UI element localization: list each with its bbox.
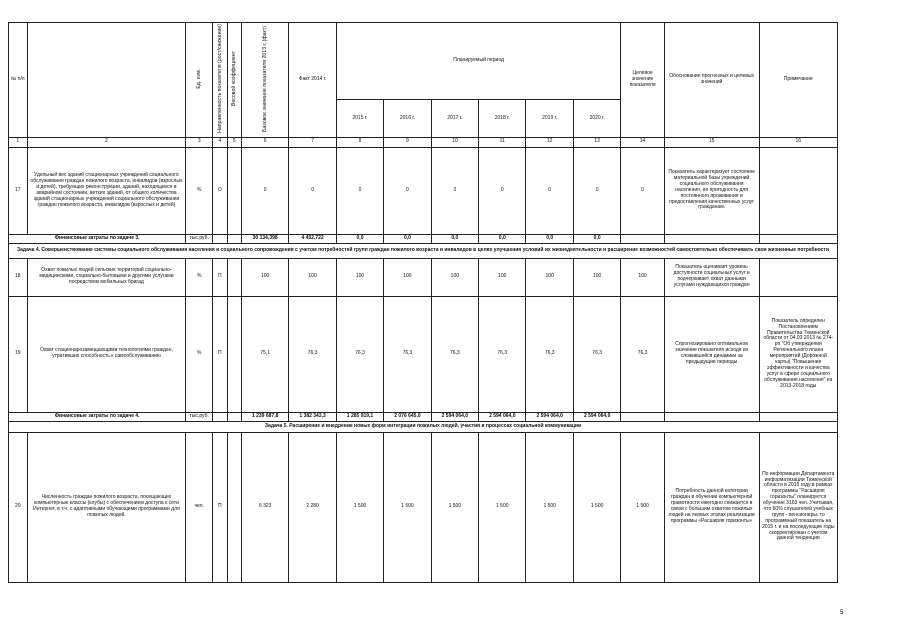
blank-cell [621, 412, 664, 421]
indicator-year-value: 0 [336, 147, 383, 234]
row-number: 17 [9, 147, 28, 234]
col-number: 16 [759, 137, 837, 147]
financial-year-value: 2 594 064,0 [431, 412, 478, 421]
header-year: 2016 г. [384, 100, 431, 137]
indicator-year-value: 1 500 [384, 432, 431, 582]
page-number: 5 [840, 610, 844, 616]
header-year: 2018 г. [479, 100, 526, 137]
header-justification: Обоснование прогнозных и целевых значений [664, 23, 759, 138]
col-number: 3 [186, 137, 213, 147]
indicator-direction: П [213, 432, 227, 582]
blank-cell [664, 412, 759, 421]
row-number: 20 [9, 432, 28, 582]
indicator-name: Численность граждан пожилого возраста, посещающих компьютерные классы (клубы) с обеспечением доступа к сети Интернет, в т.ч. с адаптивными обучающими программами для пожилых людей. [27, 432, 186, 582]
task-4-title: Задача 4. Совершенствование системы социального обслуживания населения и социального сопровождения с учетом потребностей групп граждан пожилого возраста и инвалидов в целях улучшения условий их жизнедеятельности и расширение возможностей самостоятельно обеспечивать свои жизненные потребности [9, 243, 838, 258]
financial-year-value: 0,0 [526, 234, 573, 243]
col-number: 2 [27, 137, 186, 147]
col-number: 1 [9, 137, 28, 147]
blank-cell [213, 234, 227, 243]
header-year: 2019 г. [526, 100, 573, 137]
indicator-fact: 2 280 [289, 432, 336, 582]
indicators-table [8, 22, 838, 583]
indicator-weight [227, 258, 241, 296]
indicator-weight [227, 432, 241, 582]
table-row [9, 147, 838, 234]
header-target: Целевое значение показателя [621, 23, 664, 138]
indicator-unit: чел. [186, 432, 213, 582]
header-row-num: № п/п [9, 23, 28, 138]
task-row [9, 421, 838, 432]
header-fact2014: Факт 2014 г. [289, 23, 336, 138]
row-number: 18 [9, 258, 28, 296]
indicator-base: 6 323 [241, 432, 288, 582]
indicator-name: Удельный вес зданий стационарных учреждений социального обслуживания граждан пожилого возраста, инвалидов (взрослых и детей), требующих реконструкции, зданий, находящихся в аварийном состоянии, ветхих зданий, от общего количества зданий стационарных учреждений социального обслуживания граждан пожилого возраста, инвалидов (взрослых и детей) [27, 147, 186, 234]
financial-year-value: 2 076 645,0 [384, 412, 431, 421]
indicator-note: По информации Департамента информатизации Тюменской области в 2015 году в рамках программы "Расширяя горизонты" планируется обучение 3163 чел. Учитывая, что 60% слушателей учебных групп - пенсионеры, то программный показатель на 2015 г. и на последующие годы скорректирован с учетом данной тенденции [759, 432, 837, 582]
col-number: 11 [479, 137, 526, 147]
indicator-year-value: 0 [384, 147, 431, 234]
blank-cell [759, 234, 837, 243]
task-5-title: Задача 5. Расширение и внедрение новых форм интеграции пожилых людей, участия в процессах социальной коммуникации [9, 421, 838, 432]
blank-cell [621, 234, 664, 243]
header-base [241, 23, 288, 138]
col-number: 9 [384, 137, 431, 147]
header-year: 2015 г. [336, 100, 383, 137]
blank-cell [664, 234, 759, 243]
indicator-year-value: 0 [573, 147, 621, 234]
table-row [9, 296, 838, 412]
indicator-year-value: 1 500 [573, 432, 621, 582]
financial-row [9, 412, 838, 421]
task-row [9, 243, 838, 258]
indicator-name: Охват стационарозамещающими технологиями граждан, утративших способность к самообслуживанию [27, 296, 186, 412]
financial-year-value: 2 594 064,0 [573, 412, 621, 421]
indicator-fact: 100 [289, 258, 336, 296]
indicator-justification: Спрогнозировано оптимальное значение показателя исходя из сложившейся динамики за предыдущие периоды [664, 296, 759, 412]
indicator-year-value: 100 [431, 258, 478, 296]
header-note: Примечание [759, 23, 837, 138]
indicator-target: 1 500 [621, 432, 664, 582]
header-unit [186, 23, 213, 138]
indicator-fact: 76,3 [289, 296, 336, 412]
indicator-base: 100 [241, 258, 288, 296]
table-row [9, 432, 838, 582]
indicator-year-value: 0 [479, 147, 526, 234]
financial-year-value: 0,0 [384, 234, 431, 243]
financial-unit: тыс.руб. [186, 234, 213, 243]
table-row [9, 258, 838, 296]
header-unit-label: Ед. изм. [196, 68, 203, 89]
indicator-year-value: 76,3 [384, 296, 431, 412]
indicator-unit: % [186, 258, 213, 296]
financial-year-value: 0,0 [431, 234, 478, 243]
indicator-year-value: 100 [573, 258, 621, 296]
financial-base: 1 239 687,8 [241, 412, 288, 421]
col-number: 13 [573, 137, 621, 147]
blank-cell [759, 412, 837, 421]
indicator-year-value: 76,3 [431, 296, 478, 412]
financial-year-value: 0,0 [336, 234, 383, 243]
header-direction-label: Направленность показателя (рост/снижение) [216, 24, 223, 133]
header-base-label: Базовое значение показателя 2013 г. (факт) [262, 25, 269, 132]
column-number-row [9, 137, 838, 147]
indicator-year-value: 1 500 [431, 432, 478, 582]
indicator-direction: О [213, 147, 227, 234]
col-number: 4 [213, 137, 227, 147]
col-number: 8 [336, 137, 383, 147]
indicator-weight [227, 296, 241, 412]
row-number: 19 [9, 296, 28, 412]
indicator-unit: % [186, 147, 213, 234]
financial-year-value: 0,0 [573, 234, 621, 243]
indicator-year-value: 76,3 [336, 296, 383, 412]
col-number: 15 [664, 137, 759, 147]
indicator-note: Показатель определен Постановлением Правительства Тюменской области от 04.03.2013 № 274-рп "Об утверждении Регионального плана мероприятий (Дорожной карты) "Повышение эффективности и качества услуг в сфере социального обслуживания населения" на 2013-2018 годы [759, 296, 837, 412]
indicator-year-value: 76,3 [526, 296, 573, 412]
indicator-year-value: 0 [526, 147, 573, 234]
indicator-note [759, 147, 837, 234]
indicator-year-value: 76,3 [479, 296, 526, 412]
blank-cell [227, 234, 241, 243]
indicator-year-value: 100 [526, 258, 573, 296]
financial-base: 30 134,398 [241, 234, 288, 243]
header-weight-label: Весовой коэффициент [231, 50, 238, 106]
indicator-year-value: 1 500 [336, 432, 383, 582]
indicator-target: 0 [621, 147, 664, 234]
blank-cell [227, 412, 241, 421]
indicator-year-value: 0 [431, 147, 478, 234]
header-year: 2020 г. [573, 100, 621, 137]
indicator-base: 75,1 [241, 296, 288, 412]
header-direction [213, 23, 227, 138]
indicator-year-value: 100 [479, 258, 526, 296]
indicator-target: 100 [621, 258, 664, 296]
header-planned: Планируемый период [336, 23, 621, 100]
financial-label: Финансовые затраты по задаче 4. [9, 412, 186, 421]
indicator-fact: 0 [289, 147, 336, 234]
indicator-year-value: 76,3 [573, 296, 621, 412]
indicator-year-value: 100 [384, 258, 431, 296]
col-number: 7 [289, 137, 336, 147]
indicator-year-value: 100 [336, 258, 383, 296]
blank-cell [213, 412, 227, 421]
indicator-year-value: 1 500 [479, 432, 526, 582]
col-number: 10 [431, 137, 478, 147]
col-number: 12 [526, 137, 573, 147]
indicator-note [759, 258, 837, 296]
indicator-direction: П [213, 258, 227, 296]
financial-row [9, 234, 838, 243]
indicator-target: 76,3 [621, 296, 664, 412]
header-weight [227, 23, 241, 138]
header-name [27, 23, 186, 138]
financial-fact: 4 452,722 [289, 234, 336, 243]
financial-year-value: 0,0 [479, 234, 526, 243]
financial-year-value: 2 594 064,0 [526, 412, 573, 421]
financial-label: Финансовые затраты по задаче 3. [9, 234, 186, 243]
indicator-direction: П [213, 296, 227, 412]
indicator-justification: Показатель характеризует состояние материальной базы учреждений социального обслуживания населения, ее пригодность для постоянного проживания и предоставления качественных услуг гражданам. [664, 147, 759, 234]
indicator-justification: Показатель оценивает уровень доступности социальных услуг и подчеркивает охват данными услугами нуждающихся граждан [664, 258, 759, 296]
indicator-name: Охват пожилых людей сельских территорий социально-медицинскими, социально-бытовыми и другими услугами посредством мобильных бригад [27, 258, 186, 296]
indicator-unit: % [186, 296, 213, 412]
indicator-weight [227, 147, 241, 234]
col-number: 14 [621, 137, 664, 147]
indicator-base: 0 [241, 147, 288, 234]
header-year: 2017 г. [431, 100, 478, 137]
financial-year-value: 1 285 919,1 [336, 412, 383, 421]
financial-year-value: 2 594 064,0 [479, 412, 526, 421]
col-number: 5 [227, 137, 241, 147]
financial-unit: тыс.руб. [186, 412, 213, 421]
indicator-year-value: 1 500 [526, 432, 573, 582]
col-number: 6 [241, 137, 288, 147]
indicator-justification: Потребность данной категории граждан в обучении компьютерной грамотности ежегодно снижается в связи с большим охватом пожилых людей на первых этапах реализации программы «Расширяя горизонты» [664, 432, 759, 582]
financial-fact: 1 382 342,3 [289, 412, 336, 421]
